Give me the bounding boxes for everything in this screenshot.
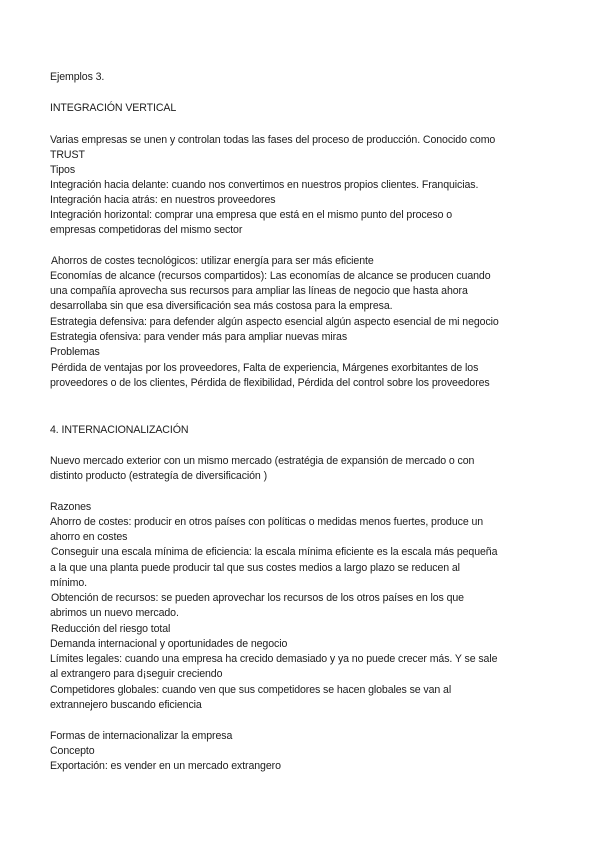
paragraph-line: a la que una planta puede producir tal que sus costes medios a largo plazo se reducen al [50,562,460,574]
paragraph-line: Tipos [50,164,76,176]
paragraph-line: una compañía aprovecha sus recursos para ampliar las líneas de negocio que hasta ahora [50,285,468,297]
paragraph-line: Demanda internacional y oportunidades de negocio [50,638,288,650]
paragraph-line: Estrategia defensiva: para defender algún aspecto esencial algún aspecto esencial de mi negocio [50,316,499,328]
paragraph-line: Integración hacia atrás: en nuestros proveedores [50,194,276,206]
paragraph-line: Límites legales: cuando una empresa ha crecido demasiado y ya no puede crecer más. Y se sale [50,653,498,665]
paragraph-line: Concepto [50,745,95,757]
paragraph-line: Integración hacia delante: cuando nos convertimos en nuestros propios clientes. Franquicias. [50,179,479,191]
paragraph-line: Ahorro de costes: producir en otros países con políticas o medidas menos fuertes, produce un [50,516,484,528]
paragraph-line: distinto producto (estrategía de diversificación ) [50,470,267,482]
paragraph-line: Reducción del riesgo total [51,623,171,635]
paragraph-line: Economías de alcance (recursos compartidos): Las economías de alcance se producen cuando [50,270,491,282]
section-heading-international: 4. INTERNACIONALIZACIÓN [50,424,189,436]
paragraph-line: Ahorros de costes tecnológicos: utilizar energía para ser más eficiente [51,255,374,267]
paragraph-line: Exportación: es vender en un mercado extrangero [50,760,281,772]
paragraph-line: Conseguir una escala mínima de eficiencia: la escala mínima eficiente es la escala más pequeña [51,546,498,558]
paragraph-line: Formas de internacionalizar la empresa [50,730,233,742]
paragraph-line: Problemas [50,346,100,358]
paragraph-line: Competidores globales: cuando ven que sus competidores se hacen globales se van al [50,684,452,696]
examples-title: Ejemplos 3. [50,71,105,83]
paragraph-line: Pérdida de ventajas por los proveedores, Falta de experiencia, Márgenes exorbitantes de los [51,362,479,374]
paragraph-line: Nuevo mercado exterior con un mismo mercado (estratégia de expansión de mercado o con [50,455,475,467]
paragraph-line: ahorro en costes [50,531,128,543]
paragraph-line: proveedores o de los clientes, Pérdida de flexibilidad, Pérdida del control sobre los proveedores [50,377,490,389]
paragraph-line: empresas competidoras del mismo sector [50,224,243,236]
paragraph-line: TRUST [50,149,85,161]
paragraph-line: Estrategia ofensiva: para vender más para ampliar nuevas miras [50,331,348,343]
paragraph-line: desarrollaba sin que esa diversificación sea más costosa para la empresa. [50,300,393,312]
paragraph-line: extrannejero buscando eficiencia [50,699,202,711]
paragraph-line: al extrangero para d¡seguir creciendo [50,668,223,680]
paragraph-line: Obtención de recursos: se pueden aprovechar los recursos de los otros países en los que [51,592,464,604]
paragraph-line: mínimo. [50,577,87,589]
paragraph-line: abrimos un nuevo mercado. [50,607,179,619]
section-heading-vertical: INTEGRACIÓN VERTICAL [50,102,177,114]
paragraph-line: Razones [50,501,92,513]
paragraph-line: Integración horizontal: comprar una empresa que está en el mismo punto del proceso o [50,209,453,221]
paragraph-line: Varias empresas se unen y controlan todas las fases del proceso de producción. Conocido como [50,134,496,146]
